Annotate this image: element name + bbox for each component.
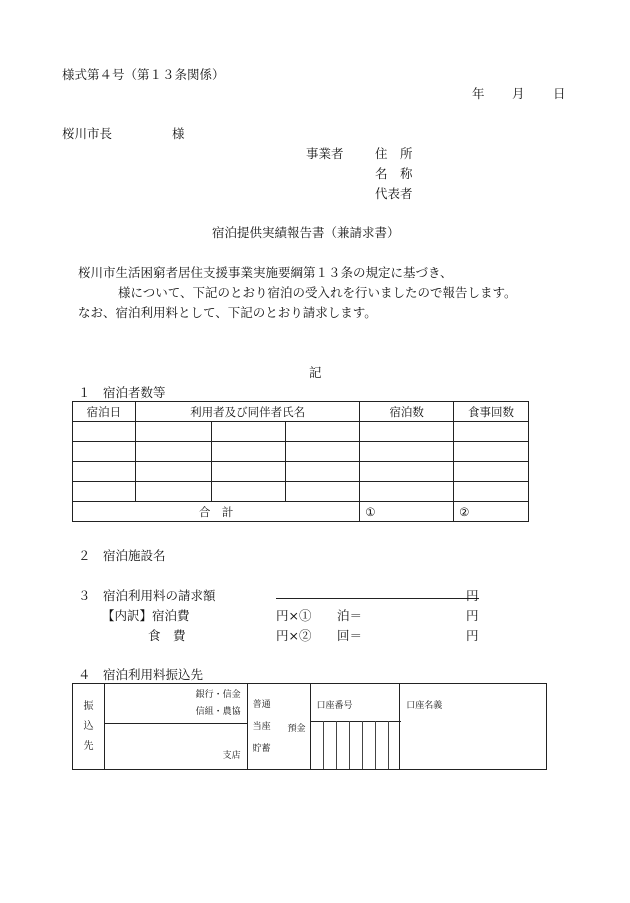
furikomi-char-2: 込 (83, 720, 94, 732)
section1-heading: １ 宿泊者数等 (78, 385, 166, 400)
meal-yen: 円 (466, 628, 479, 643)
account-name-cell (400, 684, 547, 770)
deposit-label: 預金 (287, 724, 306, 734)
guest-table (72, 401, 529, 522)
bank-types-2: 信組・農協 (195, 706, 241, 717)
header-date: 宿泊日 (73, 402, 136, 422)
document-title: 宿泊提供実績報告書（兼請求書） (212, 225, 400, 240)
lodging-yen: 円 (466, 608, 479, 623)
section4-heading: ４ 宿泊利用料振込先 (78, 667, 204, 682)
amount-underline (276, 598, 479, 599)
ki-mark: 記 (309, 365, 322, 380)
body-line-2: 様について、下記のとおり宿泊の受入れを行いましたので報告します。 (118, 285, 517, 300)
body-line-3: なお、宿泊利用料として、下記のとおり請求します。 (78, 305, 377, 320)
section2-heading: ２ 宿泊施設名 (78, 548, 166, 563)
account-type-savings: 貯蓄 (252, 743, 271, 754)
table-row (73, 422, 529, 442)
table-row (73, 482, 529, 502)
table-total-row (73, 502, 529, 522)
section3-heading: ３ 宿泊利用料の請求額 (78, 588, 216, 603)
breakdown-lodging-label: 【内訳】宿泊費 (102, 608, 190, 623)
date-month: 月 (512, 86, 525, 101)
total-label: 合 計 (73, 502, 360, 522)
furikomi-char-3: 先 (83, 740, 94, 752)
account-type-current: 当座 (252, 721, 271, 732)
addressee-mayor: 桜川市長 (62, 126, 113, 141)
total-meals-mark: ② (454, 502, 529, 522)
applicant-representative-label: 代表者 (375, 186, 413, 201)
addressee-honorific: 様 (172, 126, 185, 141)
furikomi-label (73, 684, 105, 770)
account-name-label: 口座名義 (406, 701, 443, 711)
bank-table (72, 683, 547, 770)
meal-label: 食 費 (148, 628, 186, 643)
table-row (73, 442, 529, 462)
lodging-unit: 泊＝ (337, 608, 363, 623)
header-names: 利用者及び同伴者氏名 (135, 402, 359, 422)
date-day: 日 (553, 86, 566, 101)
meal-unit: 回＝ (337, 628, 363, 643)
header-nights: 宿泊数 (360, 402, 454, 422)
applicant-name-label: 名 称 (375, 166, 413, 181)
meal-formula: 円×② (276, 628, 312, 643)
account-number-cell (310, 684, 400, 770)
applicant-label: 事業者 (306, 146, 344, 161)
body-line-1: 桜川市生活困窮者居住支援事業実施要綱第１３条の規定に基づき、 (78, 265, 453, 280)
furikomi-char-1: 振 (83, 700, 94, 712)
account-type-ordinary: 普通 (252, 699, 271, 710)
bank-types: 銀行・信金 (195, 689, 241, 700)
total-yen: 円 (466, 588, 479, 603)
table-header-row (73, 402, 529, 422)
account-type-cell (247, 684, 310, 770)
lodging-formula: 円×① (276, 608, 312, 623)
table-row (73, 462, 529, 482)
total-nights-mark: ① (360, 502, 454, 522)
bank-name-cell (104, 684, 247, 724)
branch-label: 支店 (222, 751, 241, 761)
applicant-address-label: 住 所 (375, 146, 413, 161)
header-meals: 食事回数 (454, 402, 529, 422)
date-year: 年 (472, 86, 485, 101)
branch-cell (104, 724, 247, 770)
form-number: 様式第４号（第１３条関係） (62, 67, 225, 82)
account-number-label: 口座番号 (316, 701, 353, 711)
